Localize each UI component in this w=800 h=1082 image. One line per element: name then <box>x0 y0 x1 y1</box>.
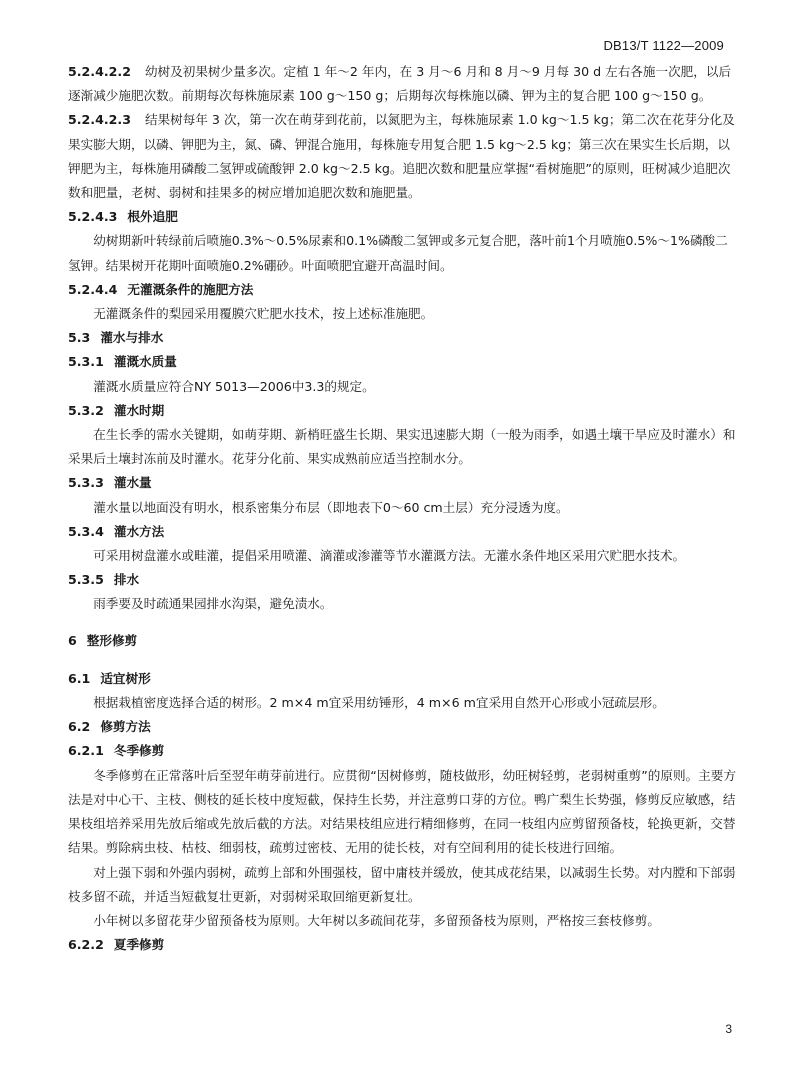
section-title: 灌溉水质量 <box>113 354 177 370</box>
page-number: 3 <box>725 1022 732 1036</box>
body-paragraph: 在生长季的需水关键期，如萌芽期、新梢旺盛生长期、果实迅速膨大期（一般为雨季，如遇土壤干旱应及时灌水）和采果后土壤封冻前及时灌水。花芽分化前、果实成熟前应适当控制水分。 <box>68 427 736 467</box>
section-number: 5.2.4.4 <box>68 281 118 297</box>
section-heading <box>68 667 736 691</box>
section-title: 冬季修剪 <box>113 743 165 759</box>
section-title: 修剪方法 <box>100 719 151 735</box>
section-heading <box>68 399 736 423</box>
body-paragraph: 可采用树盘灌水或畦灌，提倡采用喷灌、滴灌或渗灌等节水灌溉方法。无灌水条件地区采用穴贮肥水技术。 <box>93 548 686 564</box>
section-number: 5.3.2 <box>68 402 104 418</box>
section-number: 6.2 <box>68 719 91 735</box>
numbered-paragraph <box>68 108 736 205</box>
chapter-heading <box>68 629 736 653</box>
section-heading <box>68 278 736 302</box>
section-heading <box>68 205 736 229</box>
document-body <box>68 60 736 957</box>
section-number: 6.1 <box>68 670 91 686</box>
section-title: 整形修剪 <box>86 632 138 648</box>
section-number: 5.3.5 <box>68 572 104 588</box>
section-number: 5.3.1 <box>68 354 104 370</box>
section-title: 灌水量 <box>113 475 152 491</box>
paragraph-text: 结果树每年 3 次，第一次在萌芽到花前，以氮肥为主，每株施尿素 1.0 kg～1.5 kg；第二次在花芽分化及果实膨大期，以磷、钾肥为主，氮、磷、钾混合施用，每株施专用复合肥 1.5 kg～2.5 kg；第三次在果实生长后期，以钾肥为主，每株施用磷酸二氢钾或硫酸钾 2.0 kg～2.5 kg。追肥次数和肥量应掌握“看树施肥”的原则，旺树减少追肥次数和肥量，老树、弱树和挂果多的树应增加追肥次数和施肥量。 <box>68 112 735 201</box>
section-title: 无灌溉条件的施肥方法 <box>127 281 254 297</box>
section-number: 5.3 <box>68 330 91 346</box>
body-paragraph: 无灌溉条件的梨园采用覆膜穴贮肥水技术，按上述标准施肥。 <box>93 306 434 322</box>
section-number: 6.2.1 <box>68 743 104 759</box>
section-title: 适宜树形 <box>100 670 151 686</box>
section-title: 排水 <box>113 572 140 588</box>
body-paragraph: 灌水量以地面没有明水，根系密集分布层（即地表下0～60 cm土层）充分浸透为度。 <box>93 499 569 515</box>
body-paragraph: 灌溉水质量应符合NY 5013—2006中3.3的规定。 <box>93 378 375 394</box>
section-title: 灌水时期 <box>113 402 165 418</box>
section-heading <box>68 520 736 544</box>
body-paragraph: 雨季要及时疏通果园排水沟渠，避免渍水。 <box>93 596 333 612</box>
section-heading <box>68 568 736 592</box>
body-paragraph: 对上强下弱和外强内弱树，疏剪上部和外围强枝，留中庸枝并缓放，使其成花结果，以减弱生长势。对内膛和下部弱枝多留不疏，并适当短截复壮更新，对弱树采取回缩更新复壮。 <box>68 864 736 904</box>
standard-code: DB13/T 1122—2009 <box>603 38 724 53</box>
section-title: 灌水与排水 <box>100 330 164 346</box>
clause-number: 5.2.4.2.2 <box>68 64 131 79</box>
section-heading <box>68 326 736 350</box>
section-title: 根外追肥 <box>127 209 178 225</box>
section-heading <box>68 471 736 495</box>
section-number: 5.2.4.3 <box>68 209 118 225</box>
body-paragraph: 小年树以多留花芽少留预备枝为原则。大年树以多疏间花芽，多留预备枝为原则，严格按三套枝修剪。 <box>93 912 660 928</box>
body-paragraph: 幼树期新叶转绿前后喷施0.3%～0.5%尿素和0.1%磷酸二氢钾或多元复合肥，落叶前1个月喷施0.5%～1%磷酸二氢钾。结果树开花期叶面喷施0.2%硼砂。叶面喷肥宜避开高温时间。 <box>68 233 728 273</box>
section-number: 5.3.4 <box>68 523 104 539</box>
numbered-paragraph <box>68 60 736 108</box>
paragraph-text: 幼树及初果树少量多次。定植 1 年～2 年内，在 3 月～6 月和 8 月～9 月每 30 d 左右各施一次肥，以后逐渐减少施肥次数。前期每次每株施尿素 100 g～150 g；后期每次每株施以磷、钾为主的复合肥 100 g～150 g。 <box>68 64 732 104</box>
section-title: 夏季修剪 <box>113 937 165 953</box>
section-heading <box>68 739 736 763</box>
clause-number: 5.2.4.2.3 <box>68 112 131 128</box>
body-paragraph: 冬季修剪在正常落叶后至翌年萌芽前进行。应贯彻“因树修剪，随枝做形，幼旺树轻剪，老弱树重剪”的原则。主要方法是对中心干、主枝、侧枝的延长枝中度短截，保持生长势，并注意剪口芽的方位。鸭广梨生长势强，修剪反应敏感，结果枝组培养采用先放后缩或先放后截的方法。对结果枝组应进行精细修剪，在同一枝组内应剪留预备枝，轮换更新，交替结果。剪除病虫枝、枯枝、细弱枝，疏剪过密枝、无用的徒长枝，对有空间利用的徒长枝进行回缩。 <box>68 767 736 856</box>
section-number: 5.3.3 <box>68 475 104 491</box>
section-number: 6 <box>68 632 77 648</box>
section-heading <box>68 933 736 957</box>
section-number: 6.2.2 <box>68 937 104 953</box>
section-heading <box>68 715 736 739</box>
section-heading <box>68 350 736 374</box>
body-paragraph: 根据栽植密度选择合适的树形。2 m×4 m宜采用纺锤形，4 m×6 m宜采用自然开心形或小冠疏层形。 <box>93 695 665 711</box>
section-title: 灌水方法 <box>113 523 165 539</box>
